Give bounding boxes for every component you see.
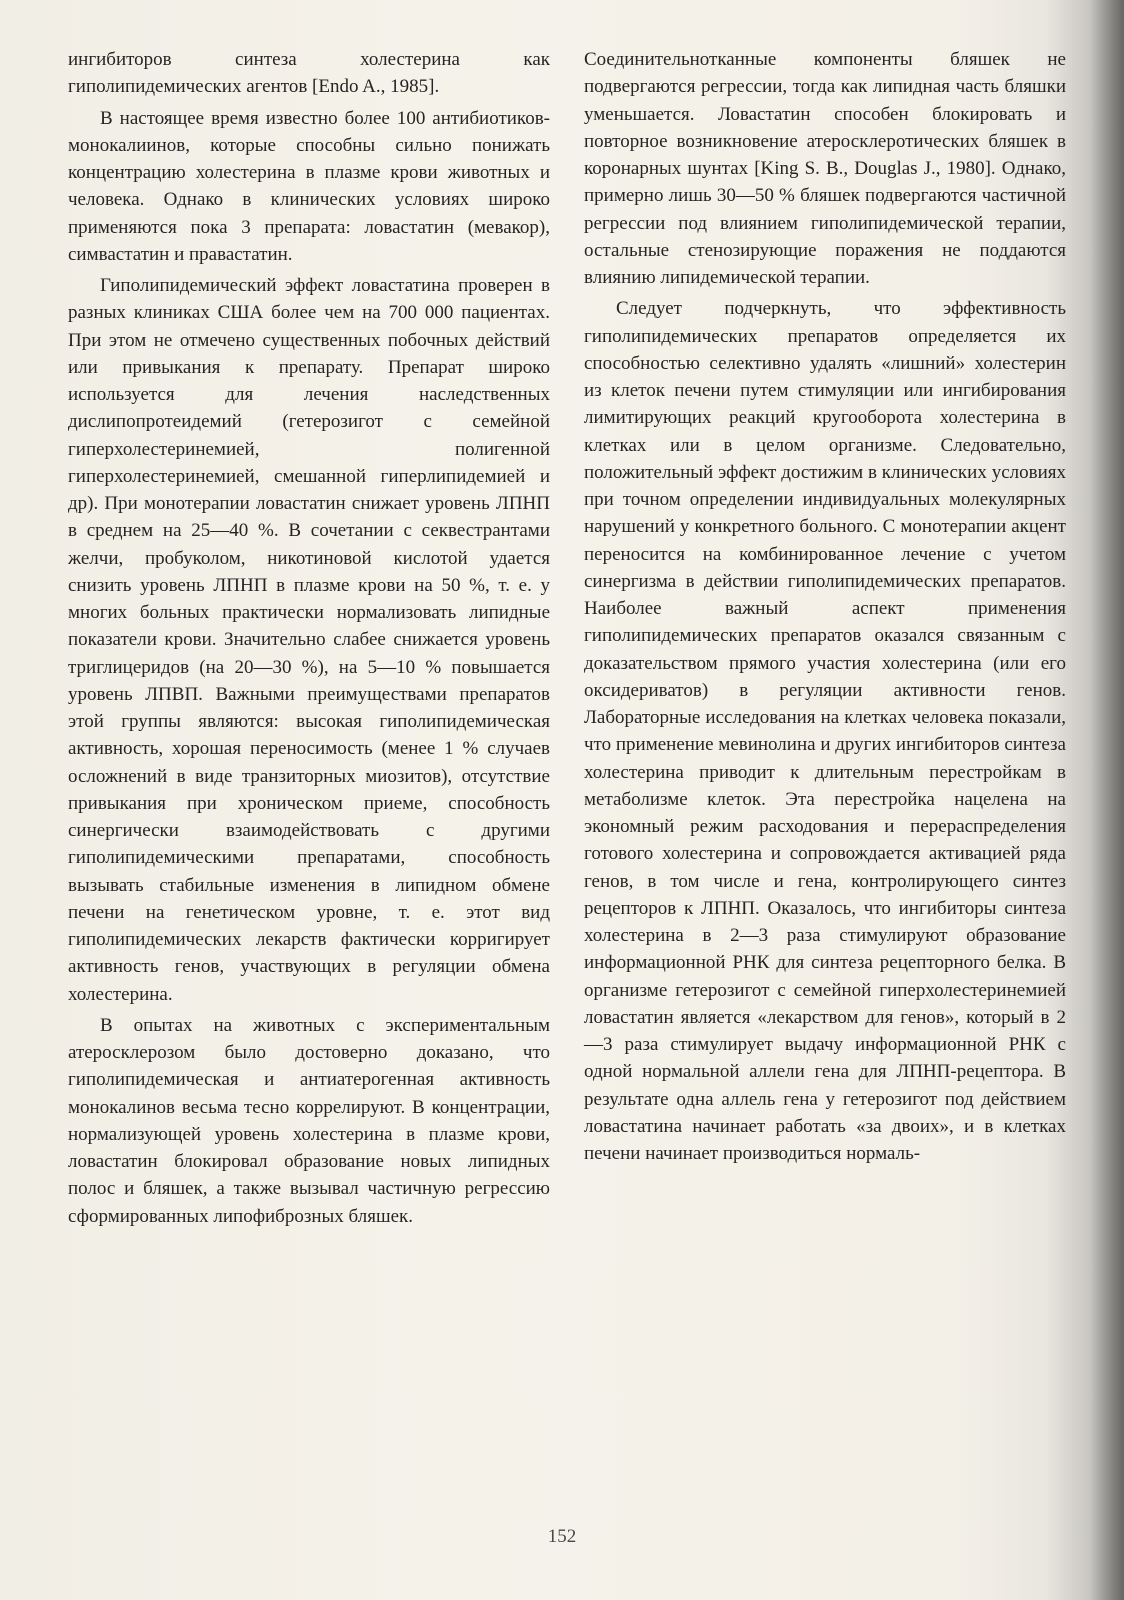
left-paragraph-3: Гиполипидемический эффект ловастатина проверен в разных клиниках США более чем на 700 000 пациентах. При этом не отмечено существенных побочных действий или привыкания к препарату. Препарат широко используется для лечения наследственных дислипопротеидемий (гетерозигот с семейной гиперхолестеринемией, полигенной гиперхолестеринемией, смешанной гиперлипидемией и др). При монотерапии ловастатин снижает уровень ЛПНП в среднем на 25—40 %. В сочетании с секвестрантами желчи, пробуколом, никотиновой кислотой удается снизить уровень ЛПНП в плазме крови на 50 %, т. е. у многих больных практически нормализовать липидные показатели крови. Значительно слабее снижается уровень триглицеридов (на 20—30 %), на 5—10 % повышается уровень ЛПВП. Важными преимуществами препаратов этой группы являются: высокая гиполипидемическая активность, хорошая переносимость (менее 1 % случаев осложнений в виде транзиторных миозитов), отсутствие привыкания при хроническом приеме, способность синергически взаимодействовать с другими гиполипидемическими препаратами, способность вызывать стабильные изменения в липидном обмене печени на генетическом уровне, т. е. этот вид гиполипидемических лекарств фактически корригирует активность генов, участвующих в регуляции обмена холестерина. (68, 275, 550, 1005)
right-paragraph-1: Соединительнотканные компоненты бляшек не подвергаются регрессии, тогда как липидная часть бляшки уменьшается. Ловастатин способен блокировать и повторное возникновение атеросклеротических бляшек в коронарных шунтах [King S. B., Douglas J., 1980]. Однако, примерно лишь 30—50 % бляшек подвергаются частичной регрессии под влиянием гиполипидемической терапии, остальные стенозирующие поражения не поддаются влиянию липидемической терапии. (584, 49, 1066, 288)
right-text-column (584, 46, 1066, 1171)
page-number: 152 (547, 1526, 577, 1547)
left-text-column (68, 46, 550, 1234)
left-paragraph-4: В опытах на животных с экспериментальным атеросклерозом было достоверно доказано, что гиполипидемическая и антиатерогенная активность монокалинов весьма тесно коррелируют. В концентрации, нормализующей уровень холестерина в плазме крови, ловастатин блокировал образование новых липидных полос и бляшек, а также вызывал частичную регрессию сформированных липофиброзных бляшек. (68, 1014, 550, 1227)
left-paragraph-1: ингибиторов синтеза холестерина как гиполипидемических агентов [Endo A., 1985]. (68, 49, 550, 98)
page-edge-shadow (1090, 0, 1124, 1600)
right-paragraph-2: Следует подчеркнуть, что эффективность гиполипидемических препаратов определяется их способностью селективно удалять «лишний» холестерин из клеток печени путем стимуляции или ингибирования лимитирующих реакций кругооборота холестерина в клетках или в целом организме. Следовательно, положительный эффект достижим в клинических условиях при точном определении индивидуальных молекулярных нарушений у конкретного больного. С монотерапии акцент переносится на комбинированное лечение с учетом синергизма в действии гиполипидемических препаратов. Наиболее важный аспект применения гиполипидемических препаратов оказался связанным с доказательством прямого участия холестерина (или его оксидериватов) в регуляции активности генов. Лабораторные исследования на клетках человека показали, что применение мевинолина и других ингибиторов синтеза холестерина приводит к длительным перестройкам в метаболизме клеток. Эта перестройка нацелена на экономный режим расходования и перераспределения готового холестерина и сопровождается активацией ряда генов, в том числе и гена, контролирующего синтез рецепторов к ЛПНП. Оказалось, что ингибиторы синтеза холестерина в 2—3 раза стимулируют образование информационной РНК для синтеза рецепторного белка. В организме гетерозигот с семейной гиперхолестеринемией ловастатин является «лекарством для генов», который в 2—3 раза стимулирует выдачу информационной РНК с одной нормальной аллели гена для ЛПНП-рецептора. В результате одна аллель гена у гетерозигот под действием ловастатина начинает работать «за двоих», и в клетках печени начинает производиться нормаль- (584, 298, 1066, 1164)
left-paragraph-2: В настоящее время известно более 100 антибиотиков-монокалиинов, которые способны сильно понижать концентрацию холестерина в плазме крови животных и человека. Однако в клинических условиях широко применяются пока 3 препарата: ловастатин (мевакор), симвастатин и правастатин. (68, 107, 550, 265)
